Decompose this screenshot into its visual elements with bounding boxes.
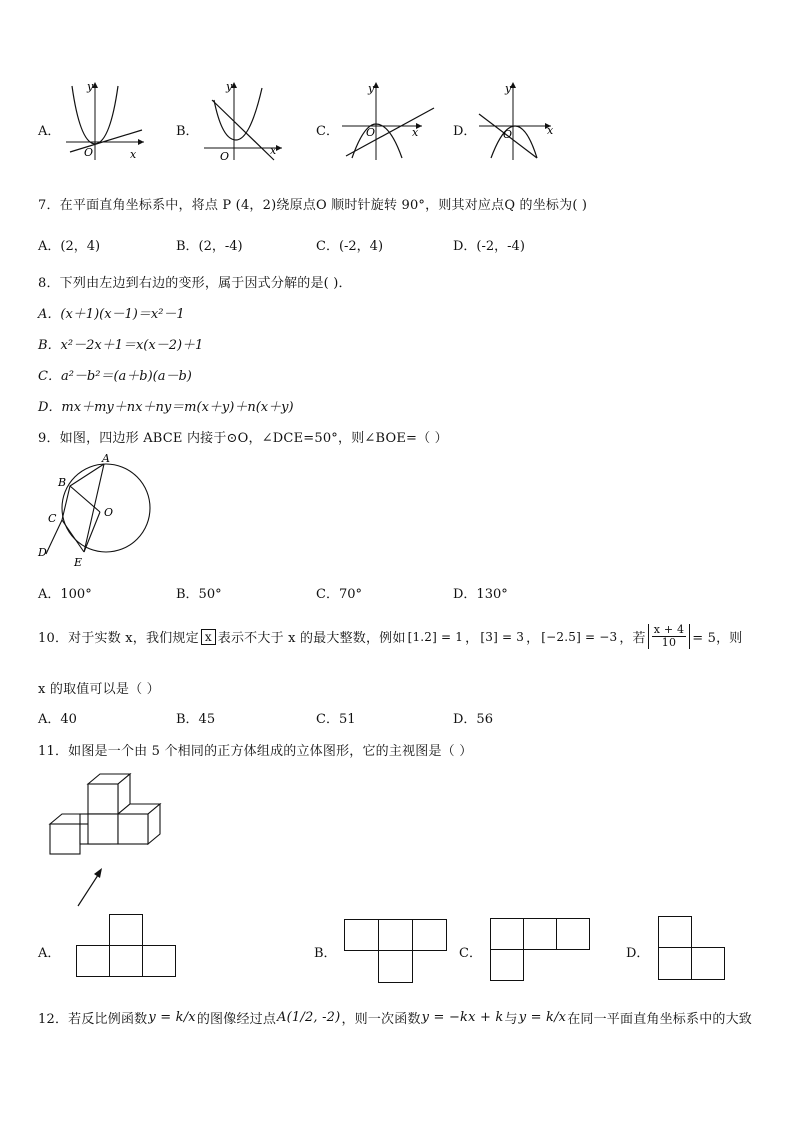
q7-option-b[interactable]: B．(2，-4): [176, 239, 243, 254]
q10-option-a[interactable]: A．40: [38, 712, 77, 727]
q6a-origin-label: O: [84, 146, 94, 159]
q12-formula-2: y = −kx + k: [421, 1010, 504, 1025]
q11-option-b-label[interactable]: B．: [314, 946, 337, 961]
q9-circle-figure: [34, 450, 164, 572]
q11-option-c-label[interactable]: C．: [459, 946, 482, 961]
q9-option-c[interactable]: C．70°: [316, 587, 362, 602]
q7-option-a[interactable]: A．(2，4): [38, 239, 101, 254]
q6b-x-label: x: [270, 144, 277, 157]
q6-option-c-label[interactable]: C．: [316, 124, 339, 139]
q11d-square: [658, 947, 692, 980]
q11a-square: [109, 945, 143, 977]
q6d-x-label: x: [547, 124, 554, 137]
q9-point-c: C: [48, 512, 57, 525]
q8-option-d[interactable]: D．mx＋my＋nx＋ny＝m(x＋y)＋n(x＋y): [38, 400, 294, 415]
q6b-origin-label: O: [220, 150, 230, 162]
q6-option-d-label[interactable]: D．: [453, 124, 477, 139]
q11b-square: [378, 919, 413, 951]
q12-stem: [38, 1008, 752, 1027]
q12-formula-3: y = k/x: [518, 1010, 567, 1025]
q6-graph-a: [60, 78, 150, 162]
q10-stem-b: 表示不大于 x 的最大整数，例如: [217, 631, 406, 646]
q9-stem: 9．如图，四边形 ABCE 内接于⊙O，∠DCE=50°，则∠BOE=（ ）: [38, 431, 448, 446]
q9-point-a: A: [102, 452, 110, 465]
q10-frac-num: x + 4: [653, 623, 685, 636]
q10-stem: 10．对于实数 x，我们规定 x 表示不大于 x 的最大整数，例如 [1.2] = 1 ， [3] = 3 ， [−2.5] = −3 ，若 $\frac{x + 4}{10}$ = 5，则: [38, 623, 743, 649]
q11-option-a-label[interactable]: A．: [38, 946, 61, 961]
q12-stem-e: 在同一平面直角坐标系中的大致: [567, 1012, 752, 1027]
q7-option-c[interactable]: C．(-2，4): [316, 239, 384, 254]
q11-cube-figure: [44, 768, 174, 913]
q10-stem-c: ，若: [619, 631, 646, 646]
q10-option-d[interactable]: D．56: [453, 712, 493, 727]
q12-stem-c: ，则一次函数: [341, 1012, 421, 1027]
q12-stem-d: 与: [504, 1012, 518, 1027]
q11b-square: [344, 919, 379, 951]
q9-point-e: E: [74, 556, 83, 569]
q10-frac-den: 10: [661, 636, 677, 649]
q11-stem: 11．如图是一个由 5 个相同的正方体组成的立体图形，它的主视图是（ ）: [38, 744, 473, 759]
q8-option-b[interactable]: B．x²－2x＋1＝x(x－2)＋1: [38, 338, 204, 353]
q8-stem: 8．下列由左边到右边的变形，属于因式分解的是( )．: [38, 276, 352, 291]
q6-graph-d: [475, 78, 565, 162]
q11d-square: [691, 947, 725, 980]
q10-example-2: [3] = 3: [480, 629, 525, 644]
q12-stem-a: 12．若反比例函数: [38, 1012, 148, 1027]
q9-point-b: B: [58, 476, 67, 489]
q9-option-b[interactable]: B．50°: [176, 587, 222, 602]
q6c-x-label: x: [412, 126, 419, 139]
q11b-square: [412, 919, 447, 951]
q11d-square: [658, 916, 692, 948]
q6-graph-b: [198, 78, 288, 162]
q10-example-1: [1.2] = 1: [407, 629, 464, 644]
q9-option-d[interactable]: D．130°: [453, 587, 508, 602]
q7-stem: 7．在平面直角坐标系中，将点 P (4，2)绕原点O 顺时针旋转 90°，则其对应点Q 的坐标为( ): [38, 198, 588, 213]
q6d-y-label: y: [505, 82, 512, 95]
q9-point-o: O: [104, 506, 114, 519]
q10-stem-a: 10．对于实数 x，我们规定: [38, 631, 199, 646]
q6-graph-c: [338, 78, 438, 162]
q8-option-a[interactable]: A．(x＋1)(x－1)＝x²－1: [38, 307, 185, 322]
q9-option-a[interactable]: A．100°: [38, 587, 92, 602]
q11b-square: [378, 950, 413, 983]
q6a-y-label: y: [87, 80, 94, 93]
q6d-origin-label: O: [503, 128, 513, 141]
q10-example-3: [−2.5] = −3: [541, 629, 618, 644]
q10-line2: x 的取值可以是（ ）: [38, 682, 160, 697]
q6b-y-label: y: [226, 80, 233, 93]
q10-option-c[interactable]: C．51: [316, 712, 356, 727]
q6-option-a-label[interactable]: A．: [38, 124, 61, 139]
q8-option-c[interactable]: C．a²－b²＝(a＋b)(a－b): [38, 369, 192, 384]
q11c-square: [490, 918, 524, 950]
q10-option-b[interactable]: B．45: [176, 712, 216, 727]
q11c-square: [523, 918, 557, 950]
q11c-square: [490, 949, 524, 981]
q10-stem-d: = 5，则: [692, 631, 743, 646]
q11-option-d-label[interactable]: D．: [626, 946, 650, 961]
q6-option-b-label[interactable]: B．: [176, 124, 199, 139]
q9-point-d: D: [38, 546, 47, 559]
q6c-y-label: y: [368, 82, 375, 95]
q11a-square: [76, 945, 110, 977]
q7-option-d[interactable]: D．(-2，-4): [453, 239, 525, 254]
q6c-origin-label: O: [366, 126, 376, 139]
q12-formula-1: y = k/x: [148, 1010, 196, 1025]
q11c-square: [556, 918, 590, 950]
q10-floor-fraction: [648, 624, 690, 649]
q10-floor-x: x: [201, 629, 216, 645]
q12-point: A(1/2, -2): [277, 1010, 341, 1025]
q11a-square: [109, 914, 143, 946]
q11a-square: [142, 945, 176, 977]
q12-stem-b: 的图像经过点: [196, 1012, 277, 1027]
q6a-x-label: x: [130, 148, 137, 161]
